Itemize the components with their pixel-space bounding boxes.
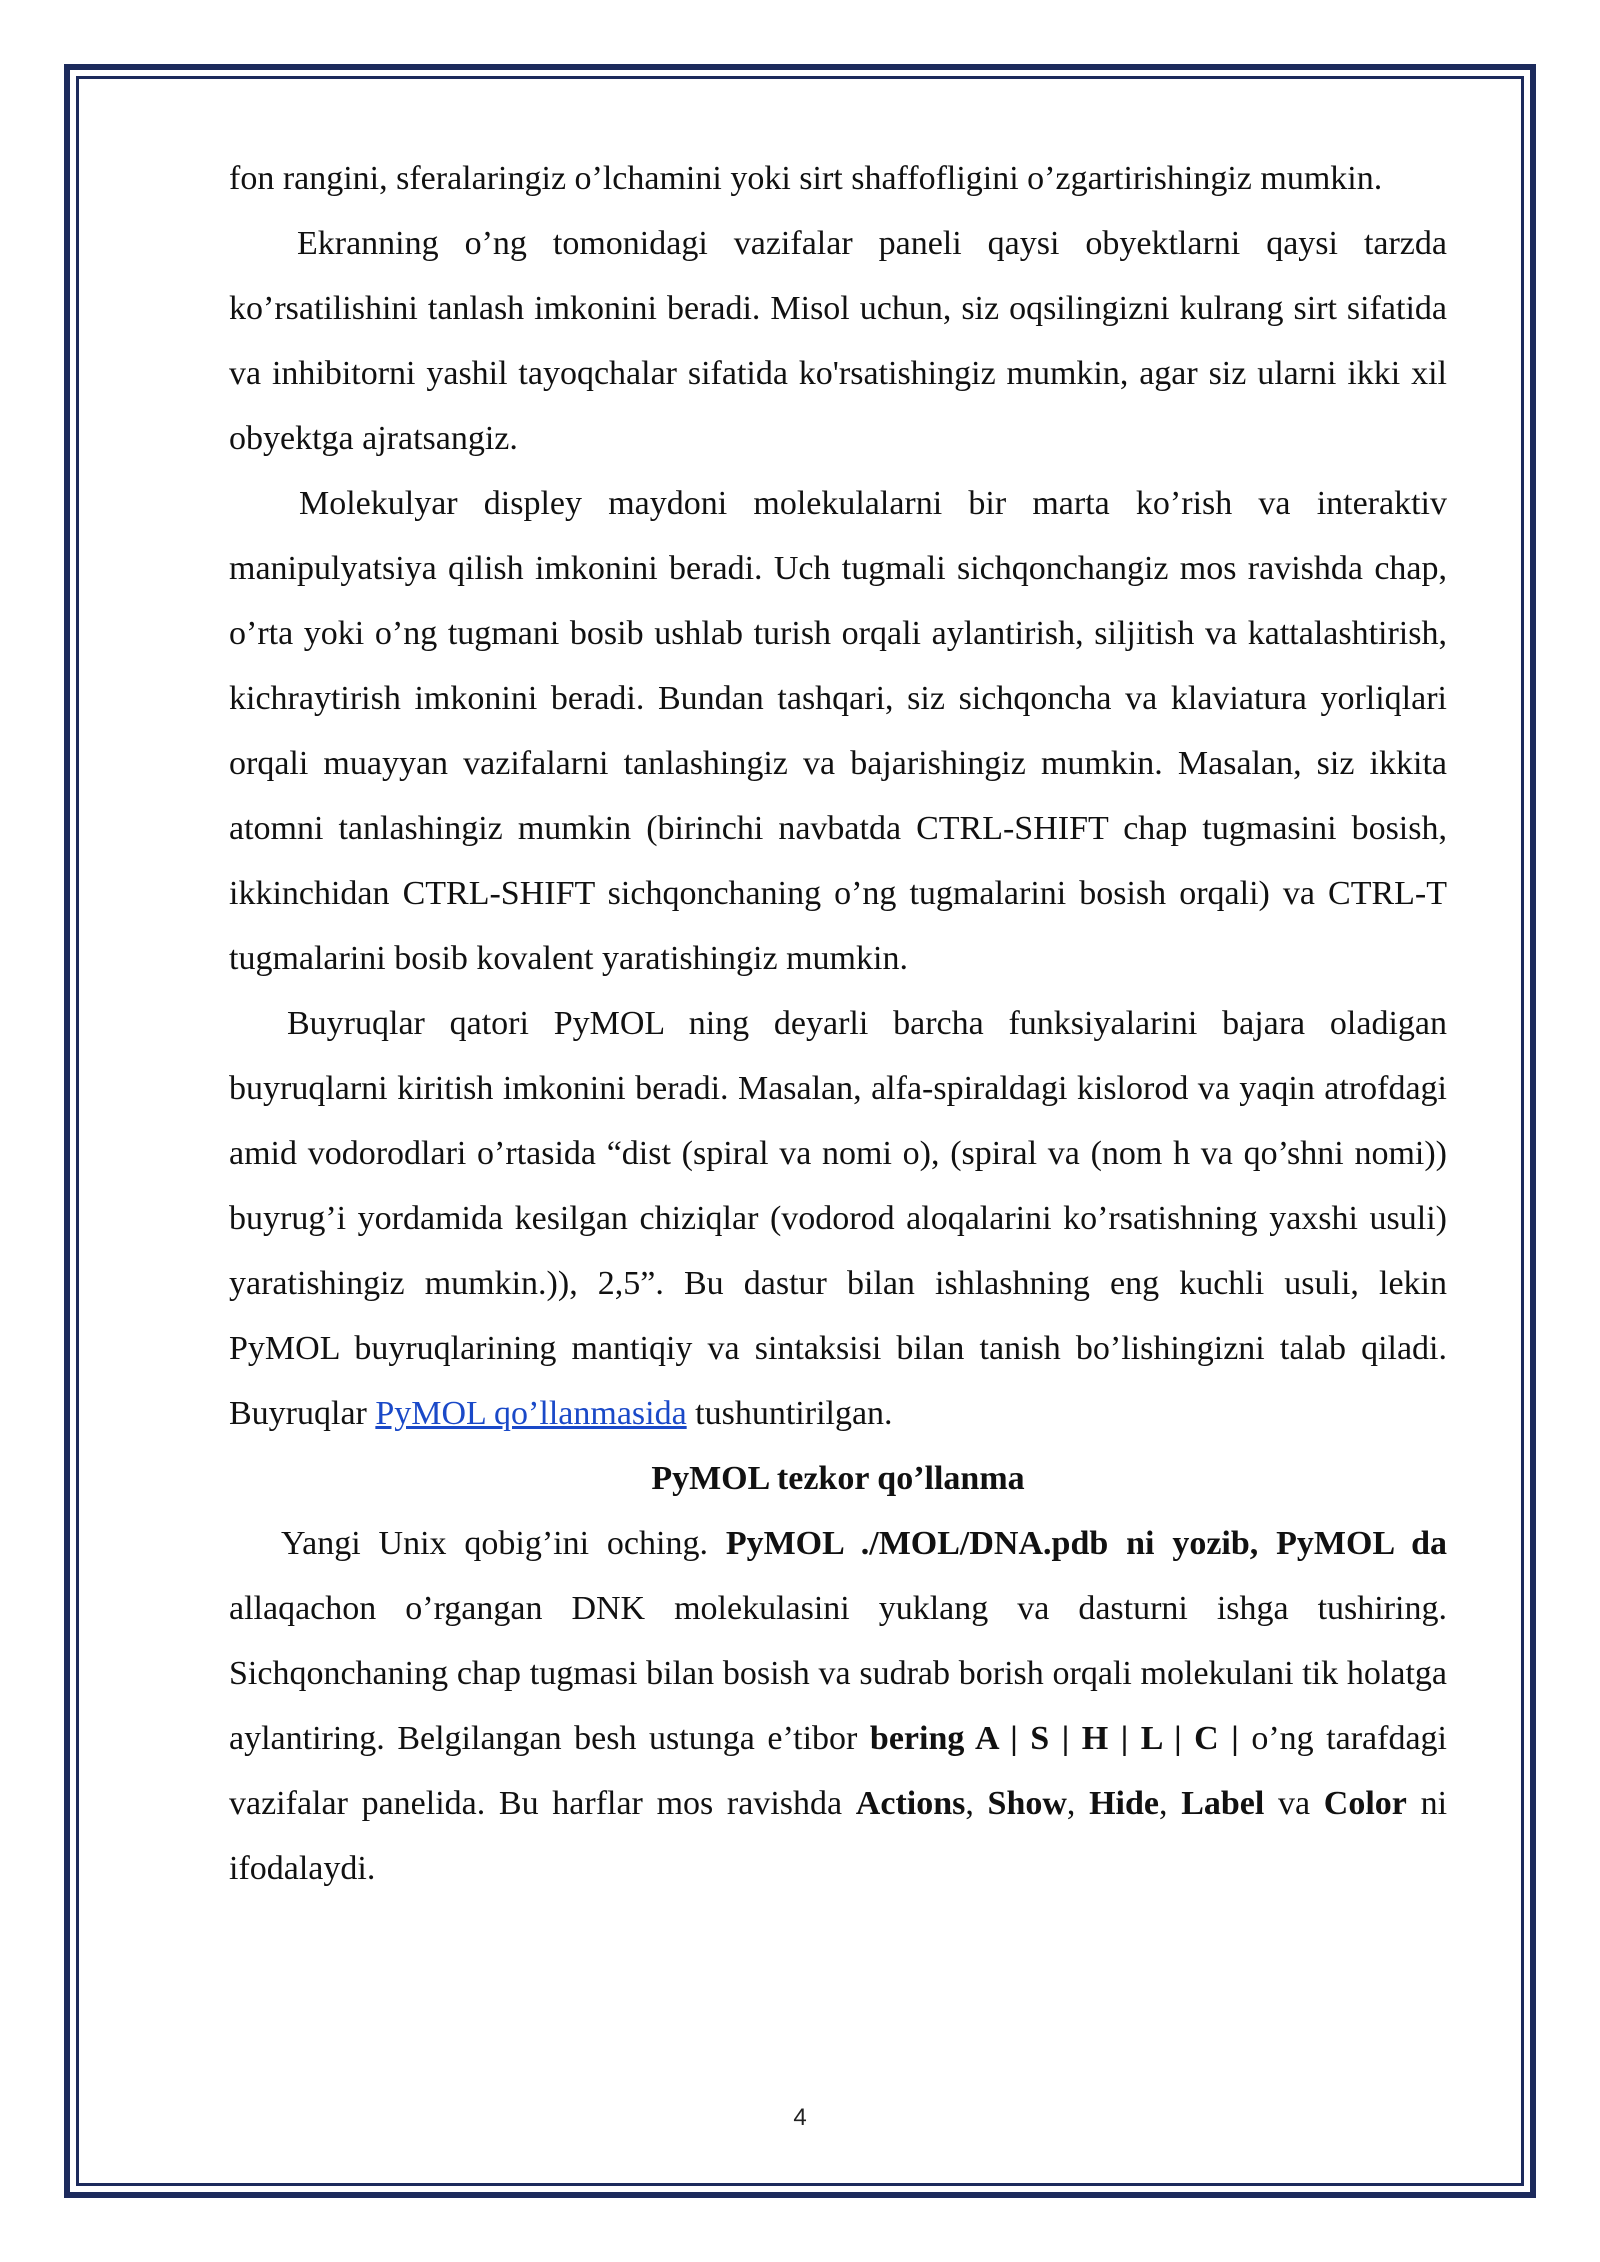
paragraph-continuation: fon rangini, sferalaringiz o’lchamini yoki sirt shaffofligini o’zgartirishingiz mumkin.	[229, 160, 1383, 197]
quick-guide-text-6: ,	[1159, 1785, 1182, 1822]
quick-guide-bold-label: Label	[1181, 1785, 1265, 1822]
quick-guide-text-4: ,	[965, 1785, 988, 1822]
paragraph-quick-guide	[229, 1511, 1447, 1901]
quick-guide-text-1: Yangi Unix qobig’ini oching.	[281, 1525, 726, 1562]
quick-guide-text-8: ni ifodalaydi.	[229, 1785, 1448, 1887]
quick-guide-bold-command: PyMOL ./MOL/DNA.pdb ni yozib, PyMOL da	[725, 1525, 1448, 1562]
quick-guide-text-7: va	[1264, 1785, 1324, 1822]
quick-guide-bold-show: Show	[987, 1785, 1067, 1822]
quick-guide-bold-hide: Hide	[1089, 1785, 1160, 1822]
paragraph-command-line	[229, 991, 1447, 1446]
pymol-manual-link[interactable]: PyMOL qo’llanmasida	[375, 1395, 687, 1432]
quick-guide-bold-actions: Actions	[855, 1785, 966, 1822]
command-line-text-end: tushuntirilgan.	[686, 1395, 893, 1432]
section-heading: PyMOL tezkor qo’llanma	[651, 1460, 1025, 1497]
page-number: 4	[793, 2104, 807, 2131]
quick-guide-bold-color: Color	[1323, 1785, 1407, 1822]
quick-guide-text-3: o’ng tarafdagi vazifalar panelida. Bu harflar mos ravishda	[229, 1720, 1448, 1822]
paragraph-molecular-display: Molekulyar displey maydoni molekulalarni bir marta ko’rish va interaktiv manipulyatsiya qilish imkonini beradi. Uch tugmali sichqonchangiz mos ravishda chap, o’rta yoki o’ng tugmani bosib ushlab turish orqali aylantirish, siljitish va kattalashtirish, kichraytirish imkonini beradi. Bundan tashqari, siz sichqoncha va klaviatura yorliqlari orqali muayyan vazifalarni tanlashingiz va bajarishingiz mumkin. Masalan, siz ikkita atomni tanlashingiz mumkin (birinchi navbatda CTRL-SHIFT chap tugmasini bosish, ikkinchidan CTRL-SHIFT sichqonchaning o’ng tugmalarini bosish orqali) va CTRL-T tugmalarini bosib kovalent yaratishingiz mumkin.	[229, 485, 1447, 977]
document-body	[229, 146, 1447, 1901]
quick-guide-bold-columns: bering A | S | H | L | C |	[869, 1720, 1239, 1757]
paragraph-task-panel: Ekranning o’ng tomonidagi vazifalar paneli qaysi obyektlarni qaysi tarzda ko’rsatilishini tanlash imkonini beradi. Misol uchun, siz oqsilingizni kulrang sirt sifatida va inhibitorni yashil tayoqchalar sifatida ko'rsatishingiz mumkin, agar siz ularni ikki xil obyektga ajratsangiz.	[229, 225, 1447, 457]
quick-guide-text-2: allaqachon o’rgangan DNK molekulasini yuklang va dasturni ishga tushiring. Sichqonchaning chap tugmasi bilan bosish va sudrab borish orqali molekulani tik holatga aylantiring. Belgilangan besh ustunga e’tibor	[229, 1590, 1447, 1757]
command-line-text: Buyruqlar qatori PyMOL ning deyarli barcha funksiyalarini bajara oladigan buyruqlarni kiritish imkonini beradi. Masalan, alfa-spiraldagi kislorod va yaqin atrofdagi amid vodorodlari o’rtasida “dist (spiral va nomi o), (spiral va (nom h va qo’shni nomi)) buyrug’i yordamida kesilgan chiziqlar (vodorod aloqalarini ko’rsatishning yaxshi usuli) yaratishingiz mumkin.)), 2,5”. Bu dastur bilan ishlashning eng kuchli usuli, lekin PyMOL buyruqlarining mantiqiy va sintaksisi bilan tanish bo’lishingizni talab qiladi. Buyruqlar	[229, 1005, 1447, 1432]
quick-guide-text-5: ,	[1066, 1785, 1090, 1822]
